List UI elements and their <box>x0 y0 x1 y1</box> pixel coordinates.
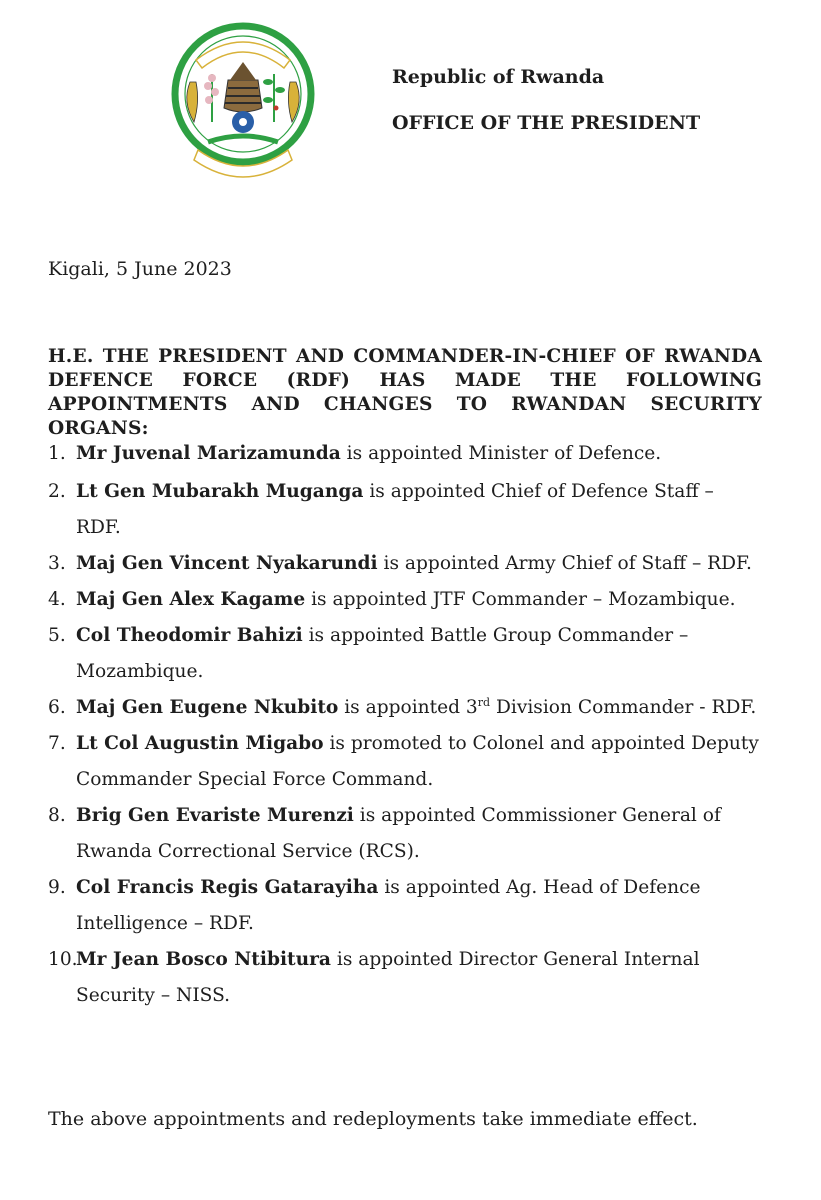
list-item: 6. Maj Gen Eugene Nkubito is appointed 3rd Division Commander - RDF. <box>48 695 757 718</box>
appointee-name: Col Francis Regis Gatarayiha <box>76 877 379 898</box>
closing-statement: The above appointments and redeployments take immediate effect. <box>48 1108 698 1130</box>
appointee-name: Col Theodomir Bahizi <box>76 625 303 646</box>
letterhead <box>392 66 700 134</box>
appointee-name: Maj Gen Eugene Nkubito <box>76 697 339 718</box>
office-name: OFFICE OF THE PRESIDENT <box>392 112 701 134</box>
list-item: 9. Col Francis Regis Gatarayiha is appointed Ag. Head of Defence Intelligence – RDF. <box>48 877 701 934</box>
appointee-name: Mr Jean Bosco Ntibitura <box>76 949 331 970</box>
appointee-name: Maj Gen Vincent Nyakarundi <box>76 553 378 574</box>
list-item: 8. Brig Gen Evariste Murenzi is appointed Commissioner General of Rwanda Correctional Service (RCS). <box>48 805 721 862</box>
list-item: 7. Lt Col Augustin Migabo is promoted to Colonel and appointed Deputy Commander Special Force Command. <box>48 733 759 790</box>
appointments-list <box>48 436 762 1014</box>
announcement-heading: H.E. THE PRESIDENT AND COMMANDER-IN-CHIEF OF RWANDA DEFENCE FORCE (RDF) HAS MADE THE FOLLOWING APPOINTMENTS AND CHANGES TO RWANDAN SECURITY ORGANS: <box>48 346 762 439</box>
list-item: 5. Col Theodomir Bahizi is appointed Battle Group Commander – Mozambique. <box>48 625 689 682</box>
list-item: 1. Mr Juvenal Marizamunda is appointed Minister of Defence. <box>48 443 662 464</box>
appointee-name: Lt Col Augustin Migabo <box>76 733 324 754</box>
list-item: 2. Lt Gen Mubarakh Muganga is appointed Chief of Defence Staff – RDF. <box>48 481 714 538</box>
list-item: 4. Maj Gen Alex Kagame is appointed JTF Commander – Mozambique. <box>48 589 736 610</box>
list-item: 3. Maj Gen Vincent Nyakarundi is appointed Army Chief of Staff – RDF. <box>48 553 752 574</box>
list-item: 10. Mr Jean Bosco Ntibitura is appointed Director General Internal Security – NISS. <box>48 949 700 1006</box>
appointee-name: Mr Juvenal Marizamunda <box>76 443 341 464</box>
rwanda-coat-of-arms-seal <box>168 22 318 186</box>
appointee-name: Lt Gen Mubarakh Muganga <box>76 481 364 502</box>
appointee-name: Brig Gen Evariste Murenzi <box>76 805 354 826</box>
country-name: Republic of Rwanda <box>392 66 605 88</box>
appointee-name: Maj Gen Alex Kagame <box>76 589 306 610</box>
document-date: Kigali, 5 June 2023 <box>48 258 232 280</box>
